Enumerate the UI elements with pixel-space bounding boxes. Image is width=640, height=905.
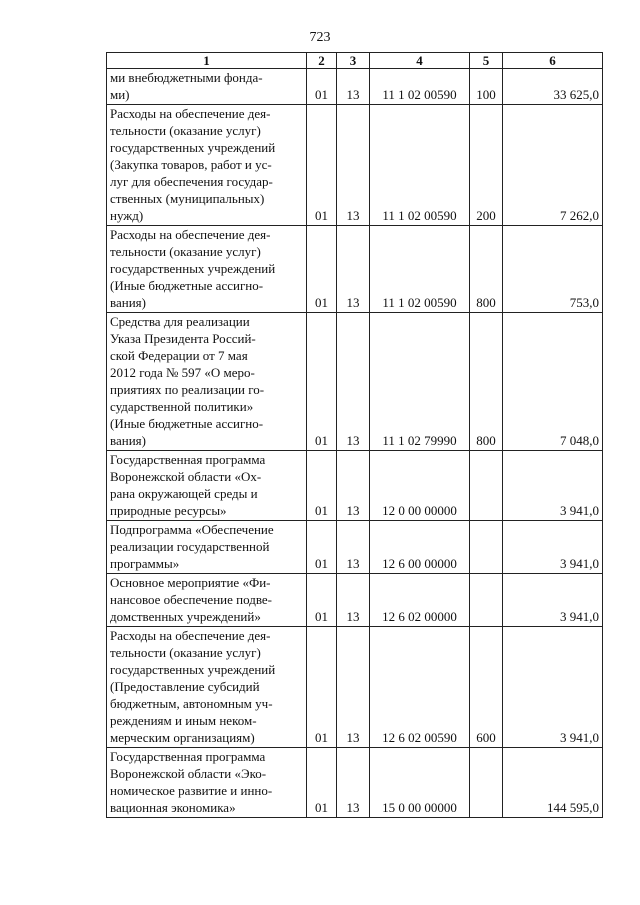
- budget-table: [106, 52, 603, 818]
- chapter-code-cell: 01: [307, 313, 337, 451]
- name-line: Расходы на обеспечение дея-: [110, 106, 271, 121]
- name-line: (Закупка товаров, работ и ус-: [110, 157, 272, 172]
- chapter-code-cell: 01: [307, 69, 337, 105]
- row-name-cell: [107, 748, 307, 818]
- name-line: реждениям и иным неком-: [110, 713, 257, 728]
- expense-type-cell: [470, 748, 503, 818]
- header-col-2: 2: [307, 53, 337, 69]
- row-name-cell: [107, 226, 307, 313]
- header-col-5: 5: [470, 53, 503, 69]
- table-row: [107, 451, 603, 521]
- name-line: ственных (муниципальных): [110, 191, 265, 206]
- name-line: Воронежской области «Ох-: [110, 469, 262, 484]
- name-line: вания): [110, 295, 146, 310]
- chapter-code-cell: 01: [307, 521, 337, 574]
- chapter-code-cell: 01: [307, 574, 337, 627]
- subsection-code-cell: 13: [337, 451, 370, 521]
- name-line: (Иные бюджетные ассигно-: [110, 416, 264, 431]
- chapter-code-cell: 01: [307, 105, 337, 226]
- subsection-code-cell: 13: [337, 69, 370, 105]
- header-col-4: 4: [370, 53, 470, 69]
- name-line: сударственной политики»: [110, 399, 254, 414]
- header-row: [107, 53, 603, 69]
- name-line: (Иные бюджетные ассигно-: [110, 278, 264, 293]
- amount-cell: 3 941,0: [503, 451, 603, 521]
- name-line: луг для обеспечения государ-: [110, 174, 273, 189]
- name-line: тельности (оказание услуг): [110, 244, 261, 259]
- name-line: Указа Президента Россий-: [110, 331, 256, 346]
- name-line: тельности (оказание услуг): [110, 123, 261, 138]
- expense-type-cell: [470, 521, 503, 574]
- amount-cell: 3 941,0: [503, 627, 603, 748]
- name-line: реализации государственной: [110, 539, 270, 554]
- name-line: ми внебюджетными фонда-: [110, 70, 263, 85]
- name-line: домственных учреждений»: [110, 609, 261, 624]
- name-line: бюджетным, автономным уч-: [110, 696, 273, 711]
- name-line: Основное мероприятие «Фи-: [110, 575, 271, 590]
- table-row: [107, 105, 603, 226]
- table-row: [107, 313, 603, 451]
- subsection-code-cell: 13: [337, 313, 370, 451]
- row-name-cell: [107, 521, 307, 574]
- subsection-code-cell: 13: [337, 105, 370, 226]
- name-line: программы»: [110, 556, 180, 571]
- amount-cell: 144 595,0: [503, 748, 603, 818]
- amount-cell: 753,0: [503, 226, 603, 313]
- name-line: Государственная программа: [110, 749, 266, 764]
- row-name-cell: [107, 574, 307, 627]
- expense-type-cell: 100: [470, 69, 503, 105]
- amount-cell: 7 048,0: [503, 313, 603, 451]
- subsection-code-cell: 13: [337, 748, 370, 818]
- expense-type-cell: 600: [470, 627, 503, 748]
- table-row: [107, 627, 603, 748]
- page-number: 723: [309, 30, 331, 45]
- name-line: природные ресурсы»: [110, 503, 227, 518]
- expense-type-cell: 200: [470, 105, 503, 226]
- row-name-cell: [107, 627, 307, 748]
- table-header: [107, 53, 603, 69]
- table-row: [107, 574, 603, 627]
- table-row: [107, 226, 603, 313]
- name-line: ской Федерации от 7 мая: [110, 348, 248, 363]
- row-name-cell: [107, 313, 307, 451]
- amount-cell: 33 625,0: [503, 69, 603, 105]
- name-line: вационная экономика»: [110, 800, 236, 815]
- name-line: номическое развитие и инно-: [110, 783, 273, 798]
- table-body: [107, 69, 603, 818]
- name-line: нансовое обеспечение подве-: [110, 592, 272, 607]
- chapter-code-cell: 01: [307, 627, 337, 748]
- target-article-cell: 11 1 02 00590: [370, 105, 470, 226]
- header-col-6: 6: [503, 53, 603, 69]
- expense-type-cell: 800: [470, 313, 503, 451]
- name-line: мерческим организациям): [110, 730, 255, 745]
- chapter-code-cell: 01: [307, 451, 337, 521]
- name-line: государственных учреждений: [110, 140, 276, 155]
- chapter-code-cell: 01: [307, 226, 337, 313]
- name-line: тельности (оказание услуг): [110, 645, 261, 660]
- expense-type-cell: 800: [470, 226, 503, 313]
- name-line: вания): [110, 433, 146, 448]
- name-line: Государственная программа: [110, 452, 266, 467]
- name-line: Расходы на обеспечение дея-: [110, 227, 271, 242]
- target-article-cell: 12 6 02 00000: [370, 574, 470, 627]
- name-line: 2012 года № 597 «О меро-: [110, 365, 255, 380]
- name-line: приятиях по реализации го-: [110, 382, 265, 397]
- target-article-cell: 11 1 02 00590: [370, 69, 470, 105]
- amount-cell: 3 941,0: [503, 574, 603, 627]
- row-name-cell: [107, 105, 307, 226]
- name-line: рана окружающей среды и: [110, 486, 258, 501]
- table-row: [107, 748, 603, 818]
- target-article-cell: 11 1 02 00590: [370, 226, 470, 313]
- name-line: Расходы на обеспечение дея-: [110, 628, 271, 643]
- amount-cell: 7 262,0: [503, 105, 603, 226]
- chapter-code-cell: 01: [307, 748, 337, 818]
- row-name-cell: [107, 451, 307, 521]
- name-line: (Предоставление субсидий: [110, 679, 260, 694]
- name-line: Средства для реализации: [110, 314, 250, 329]
- subsection-code-cell: 13: [337, 574, 370, 627]
- amount-cell: 3 941,0: [503, 521, 603, 574]
- target-article-cell: 12 0 00 00000: [370, 451, 470, 521]
- subsection-code-cell: 13: [337, 521, 370, 574]
- header-col-3: 3: [337, 53, 370, 69]
- expense-type-cell: [470, 451, 503, 521]
- name-line: ми): [110, 87, 130, 102]
- expense-type-cell: [470, 574, 503, 627]
- table-row: [107, 521, 603, 574]
- name-line: Воронежской области «Эко-: [110, 766, 267, 781]
- name-line: нужд): [110, 208, 144, 223]
- row-name-cell: [107, 69, 307, 105]
- target-article-cell: 12 6 00 00000: [370, 521, 470, 574]
- subsection-code-cell: 13: [337, 226, 370, 313]
- name-line: государственных учреждений: [110, 261, 276, 276]
- target-article-cell: 12 6 02 00590: [370, 627, 470, 748]
- table-row: [107, 69, 603, 105]
- header-col-1: 1: [107, 53, 307, 69]
- subsection-code-cell: 13: [337, 627, 370, 748]
- name-line: Подпрограмма «Обеспечение: [110, 522, 274, 537]
- name-line: государственных учреждений: [110, 662, 276, 677]
- target-article-cell: 11 1 02 79990: [370, 313, 470, 451]
- target-article-cell: 15 0 00 00000: [370, 748, 470, 818]
